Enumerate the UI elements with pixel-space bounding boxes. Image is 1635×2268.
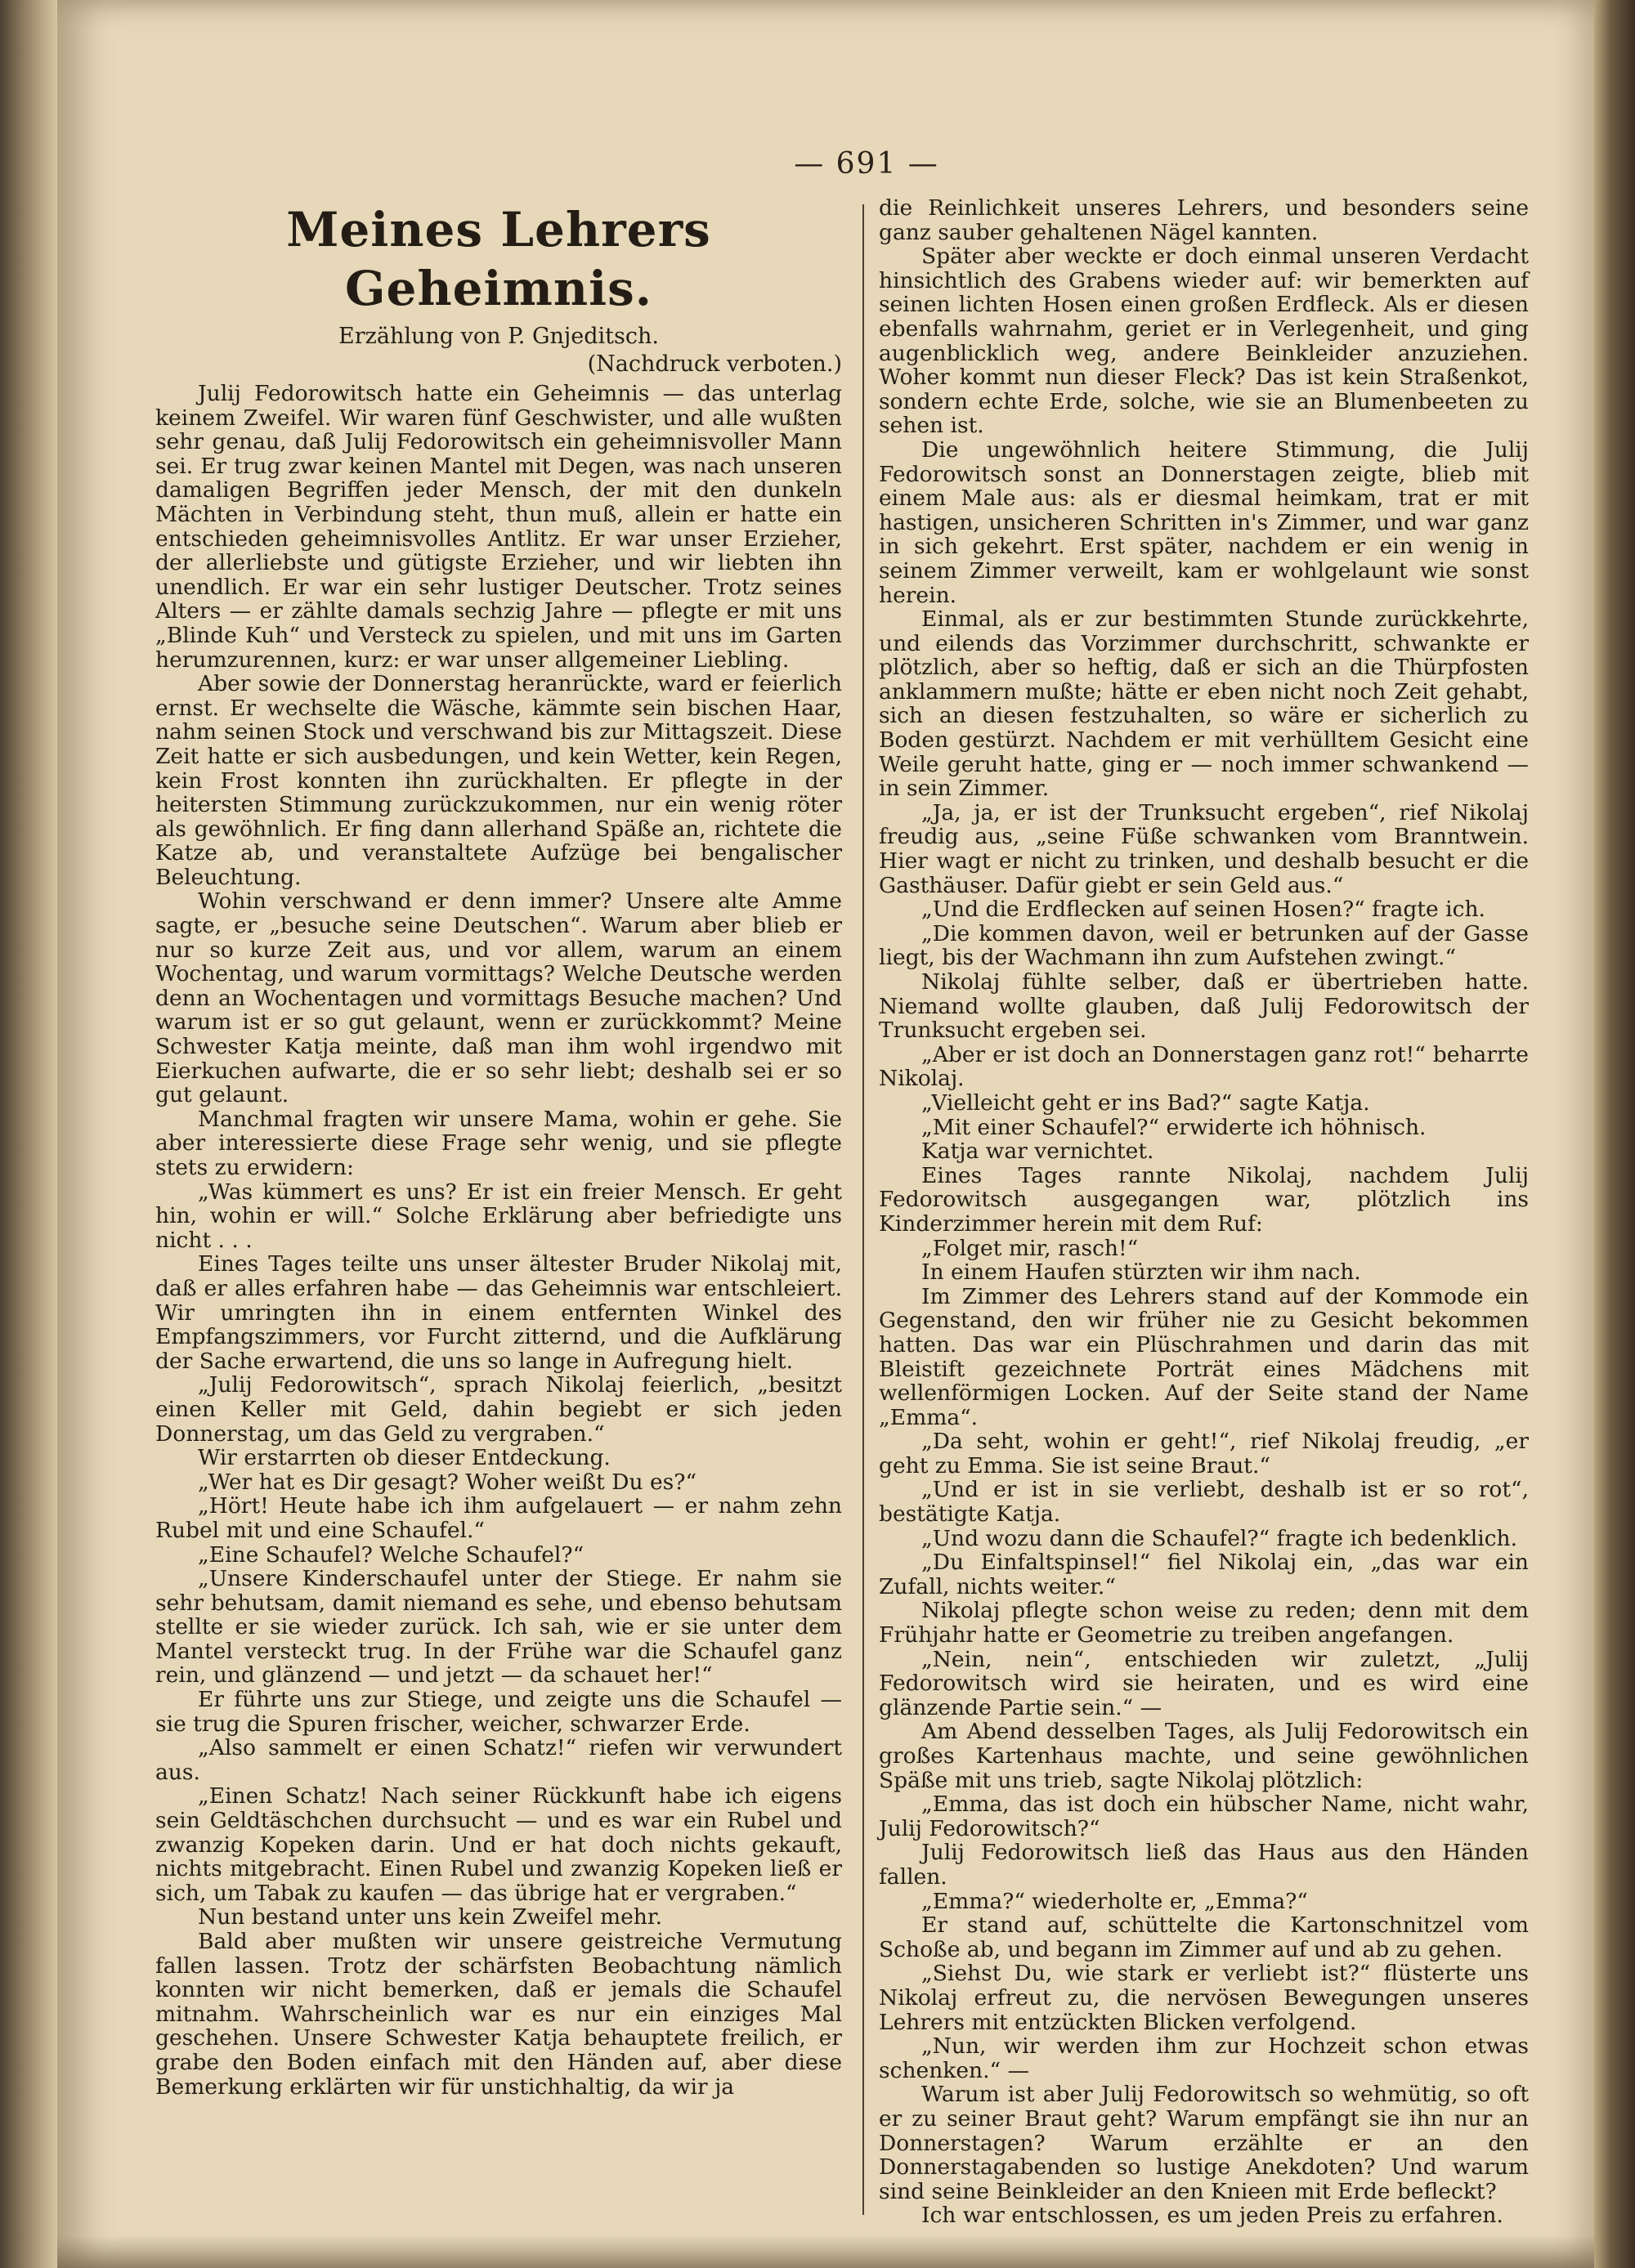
paragraph: „Und er ist in sie verliebt, deshalb ist er so rot“, bestätigte Katja. [879, 1477, 1529, 1528]
paragraph: „Was kümmert es uns? Er ist ein freier Mensch. Er geht hin, wohin er will.“ Solche Erklärung aber befriedigte uns nicht . . . [155, 1179, 842, 1253]
paragraph: „Aber er ist doch an Donnerstagen ganz rot!“ beharrte Nikolaj. [879, 1041, 1529, 1092]
paragraph: „Folget mir, rasch!“ [921, 1235, 1139, 1261]
left-column [155, 200, 842, 2099]
paragraph: „Unsere Kinderschaufel unter der Stiege. Er nahm sie sehr behutsam, damit niemand es sehe, und ebenso behutsam stellte er sie wieder zurück. Ich sah, wie er sie unter dem Mantel versteckt trug. In der Frühe war die Schaufel ganz rein, und glänzend — und jetzt — da schauet her!“ [155, 1566, 842, 1689]
paragraph: „Und die Erdflecken auf seinen Hosen?“ fragte ich. [921, 897, 1485, 923]
paragraph: Wir erstarrten ob dieser Entdeckung. [198, 1445, 611, 1471]
paragraph: Eines Tages teilte uns unser ältester Bruder Nikolaj mit, daß er alles erfahren habe — das Geheimnis war entschleiert. Wir umringten ihn in einem entfernten Winkel des Empfangszimmers, vor Furcht zitternd, und die Aufklärung der Sache erwartend, die uns so lange in Aufregung hielt. [155, 1251, 842, 1374]
column-divider [862, 204, 864, 2215]
paragraph: „Da seht, wohin er geht!“, rief Nikolaj freudig, „er geht zu Emma. Sie ist seine Braut.“ [879, 1429, 1529, 1478]
paragraph: Einmal, als er zur bestimmten Stunde zurückkehrte, und eilends das Vorzimmer durchschritt, schwankte er plötzlich, aber so heftig, daß er sich an die Thürpfosten anklammern mußte; hätte er eben nicht noch Zeit gehabt, sich an diesen festzuhalten, so wäre er sicherlich zu Boden gestürzt. Nachdem er mit verhülltem Gesicht eine Weile geruht hatte, ging er — noch immer schwankend — in sein Zimmer. [879, 606, 1529, 802]
book-right-edge [1594, 0, 1635, 2268]
paragraph: Nikolaj pflegte schon weise zu reden; denn mit dem Frühjahr hatte er Geometrie zu treiben angefangen. [879, 1598, 1529, 1648]
paragraph: In einem Haufen stürzten wir ihm nach. [921, 1259, 1361, 1286]
paragraph: „Nein, nein“, entschieden wir zuletzt, „Julij Fedorowitsch wird sie heiraten, und es wird eine glänzende Partie sein.“ — [879, 1646, 1529, 1720]
paragraph: „Also sammelt er einen Schatz!“ riefen wir verwundert aus. [155, 1735, 842, 1785]
book-left-edge [0, 0, 57, 2268]
page-number: — 691 — [794, 147, 939, 181]
article-title: Meines Lehrers Geheimnis. [286, 202, 711, 316]
paragraph: die Reinlichkeit unseres Lehrers, und besonders seine ganz sauber gehaltenen Nägel kannten. [879, 195, 1529, 245]
paragraph: Nun bestand unter uns kein Zweifel mehr. [198, 1904, 663, 1930]
paragraph: „Vielleicht geht er ins Bad?“ sagte Katja. [921, 1089, 1370, 1116]
paragraph: „Siehst Du, wie stark er verliebt ist?“ flüsterte uns Nikolaj erfreut zu, die nervösen Bewegungen unseres Lehrers mit entzückten Blicken verfolgend. [879, 1961, 1529, 2035]
paragraph: Er stand auf, schüttelte die Kartonschnitzel vom Schoße ab, und begann im Zimmer auf und ab zu gehen. [879, 1912, 1529, 1962]
paragraph: „Du Einfaltspinsel!“ fiel Nikolaj ein, „das war ein Zufall, nichts weiter.“ [879, 1550, 1529, 1599]
paragraph: Ich war entschlossen, es um jeden Preis zu erfahren. [921, 2203, 1503, 2229]
page-bottom-shadow [57, 2235, 1594, 2268]
paragraph: Aber sowie der Donnerstag heranrückte, ward er feierlich ernst. Er wechselte die Wäsche, kämmte sein bischen Haar, nahm seinen Stock und verschwand bis zur Mittagszeit. Diese Zeit hatte er sich ausbedungen, und kein Wetter, kein Regen, kein Frost konnten ihn zurückhalten. Er pflegte in der heitersten Stimmung zurückzukommen, nur ein wenig röter als gewöhnlich. Er fing dann allerhand Späße an, richtete die Katze ab, und veranstaltete Aufzüge bei bengalischer Beleuchtung. [155, 671, 842, 890]
paragraph: „Nun, wir werden ihm zur Hochzeit schon etwas schenken.“ — [879, 2033, 1529, 2083]
paragraph: Warum ist aber Julij Fedorowitsch so wehmütig, so oft er zu seiner Braut geht? Warum empfängt sie ihn nur an Donnerstagen? Warum erzählte er an den Donnerstagabenden so lustige Anekdoten? Und warum sind seine Beinkleider an den Knieen mit Erde befleckt? [879, 2082, 1529, 2204]
paragraph: „Emma, das ist doch ein hübscher Name, nicht wahr, Julij Fedorowitsch?“ [879, 1792, 1529, 1841]
paragraph: „Einen Schatz! Nach seiner Rückkunft habe ich eigens sein Geldtäschchen durchsucht — und es war ein Rubel und zwanzig Kopeken darin. Und er hat doch nichts gekauft, nichts mitgebracht. Einen Rubel und zwanzig Kopeken ließ er sich, um Tabak zu kaufen — das übrige hat er vergraben.“ [155, 1783, 842, 1906]
paragraph: Julij Fedorowitsch hatte ein Geheimnis — das unterlag keinem Zweifel. Wir waren fünf Geschwister, und alle wußten sehr genau, daß Julij Fedorowitsch ein geheimnisvoller Mann sei. Er trug zwar keinen Mantel mit Degen, was nach unseren damaligen Begriffen jeder Mensch, der mit den dunkeln Mächten in Verbindung steht, thun muß, allein er hatte ein entschieden geheimnisvolles Antlitz. Er war unser Erzieher, der allerliebste und gütigste Erzieher, und wir liebten ihn unendlich. Er war ein sehr lustiger Deutscher. Trotz seines Alters — er zählte damals sechzig Jahre — pflegte er mit uns „Blinde Kuh“ und Versteck zu spielen, und mit uns im Garten herumzurennen, kurz: er war unser allgemeiner Liebling. [155, 381, 842, 673]
paragraph: Wohin verschwand er denn immer? Unsere alte Amme sagte, er „besuche seine Deutschen“. Warum aber blieb er nur so kurze Zeit aus, und vor allem, warum an einem Wochentag, und warum vormittags? Welche Deutsche werden denn an Wochentagen und vormittags Besuche machen? Und warum ist er so gut gelaunt, wenn er zurückkommt? Meine Schwester Katja meinte, daß man ihm wohl irgendwo mit Eierkuchen aufwarte, die er so sehr liebt; deshalb sei er so gut gelaunt. [155, 888, 842, 1108]
paragraph: Bald aber mußten wir unsere geistreiche Vermutung fallen lassen. Trotz der schärfsten Beobachtung nämlich konnten wir nicht bemerken, daß er jemals die Schaufel mitnahm. Wahrscheinlich war es nur ein einziges Mal geschehen. Unsere Schwester Katja behauptete freilich, er grabe den Boden einfach mit den Händen auf, aber diese Bemerkung erklärten wir für unstichhaltig, da wir ja [155, 1929, 842, 2100]
paragraph: Er führte uns zur Stiege, und zeigte uns die Schaufel — sie trug die Spuren frischer, weicher, schwarzer Erde. [155, 1687, 842, 1737]
paragraph: Julij Fedorowitsch ließ das Haus aus den Händen fallen. [879, 1840, 1529, 1890]
right-column [879, 196, 1529, 2228]
paragraph: „Mit einer Schaufel?“ erwiderte ich höhnisch. [921, 1114, 1427, 1140]
paragraph: Eines Tages rannte Nikolaj, nachdem Julij Fedorowitsch ausgegangen war, plötzlich ins Kinderzimmer herein mit dem Ruf: [879, 1162, 1529, 1237]
paragraph: „Die kommen davon, weil er betrunken auf der Gasse liegt, bis der Wachmann ihn zum Aufstehen zwingt.“ [879, 920, 1529, 971]
paragraph: Im Zimmer des Lehrers stand auf der Kommode ein Gegenstand, den wir früher nie zu Gesicht bekommen hatten. Das war ein Plüschrahmen und darin das mit Bleistift gezeichnete Porträt eines Mädchens mit wellenförmigen Locken. Auf der Seite stand der Name „Emma“. [879, 1283, 1529, 1430]
paragraph: „Julij Fedorowitsch“, sprach Nikolaj feierlich, „besitzt einen Keller mit Geld, dahin begiebt er sich jeden Donnerstag, um das Geld zu vergraben.“ [155, 1372, 842, 1447]
paragraph: „Eine Schaufel? Welche Schaufel?“ [198, 1541, 585, 1568]
paragraph: Am Abend desselben Tages, als Julij Fedorowitsch ein großes Kartenhaus machte, und seine gewöhnlichen Späße mit uns trieb, sagte Nikolaj plötzlich: [879, 1719, 1529, 1793]
paragraph: „Emma?“ wiederholte er, „Emma?“ [921, 1888, 1308, 1914]
paragraph: Nikolaj fühlte selber, daß er übertrieben hatte. Niemand wollte glauben, daß Julij Fedorowitsch der Trunksucht ergeben sei. [879, 969, 1529, 1044]
paragraph: Die ungewöhnlich heitere Stimmung, die Julij Fedorowitsch sonst an Donnerstagen zeigte, blieb mit einem Male aus: als er diesmal heimkam, trat er mit hastigen, unsicheren Schritten in's Zimmer, und war ganz in sich gekehrt. Erst später, nachdem er ein wenig in seinem Zimmer verweilt, kam er wohlgelaunt wie sonst herein. [879, 436, 1529, 608]
article-byline: Erzählung von P. Gnjeditsch. [338, 324, 659, 349]
paragraph: Manchmal fragten wir unsere Mama, wohin er gehe. Sie aber interessierte diese Frage sehr wenig, und sie pflegte stets zu erwidern: [155, 1106, 842, 1180]
reprint-note: (Nachdruck verboten.) [587, 351, 842, 377]
paragraph: „Ja, ja, er ist der Trunksucht ergeben“, rief Nikolaj freudig aus, „seine Füße schwanken vom Branntwein. Hier wagt er nicht zu trinken, und deshalb besucht er die Gasthäuser. Dafür giebt er sein Geld aus.“ [879, 799, 1529, 898]
paragraph: „Hört! Heute habe ich ihm aufgelauert — er nahm zehn Rubel mit und eine Schaufel.“ [155, 1493, 842, 1543]
paragraph: Später aber weckte er doch einmal unseren Verdacht hinsichtlich des Grabens wieder auf: wir bemerkten auf seinen lichten Hosen einen großen Erdfleck. Als er diesen ebenfalls wahrnahm, geriet er in Verlegenheit, und ging augenblicklich weg, andere Beinkleider anzuziehen. Woher kommt nun dieser Fleck? Das ist kein Straßenkot, sondern echte Erde, solche, wie sie an Blumenbeeten zu sehen ist. [879, 244, 1529, 439]
paragraph: „Wer hat es Dir gesagt? Woher weißt Du es?“ [198, 1469, 697, 1495]
paragraph: „Und wozu dann die Schaufel?“ fragte ich bedenklich. [921, 1525, 1518, 1551]
paragraph: Katja war vernichtet. [921, 1138, 1154, 1165]
